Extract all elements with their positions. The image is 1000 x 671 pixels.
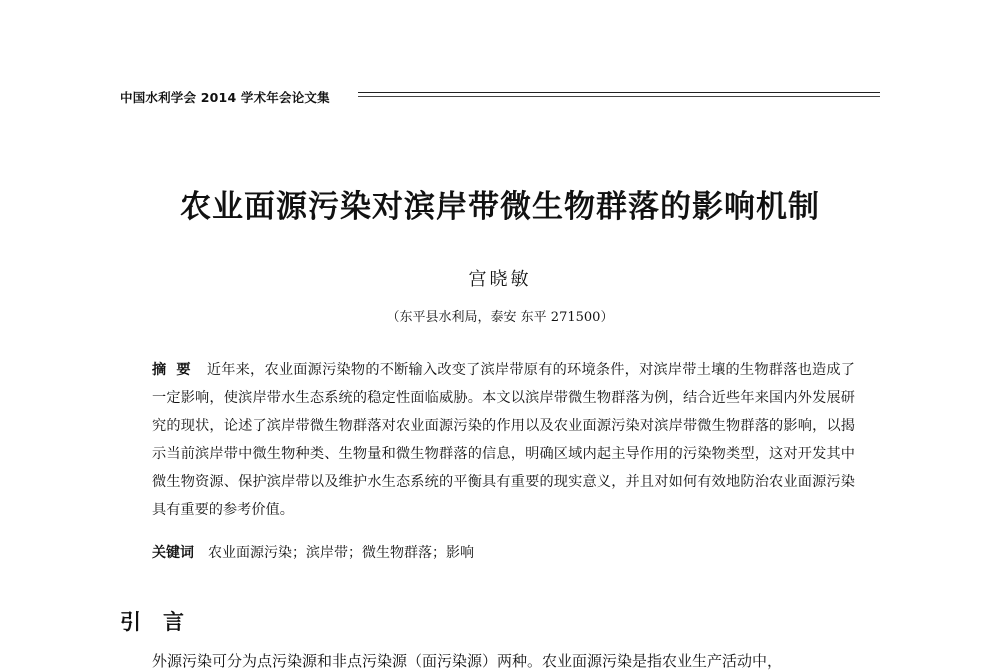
keywords-label: 关键词: [152, 545, 194, 561]
paper-title: 农业面源污染对滨岸带微生物群落的影响机制: [180, 189, 820, 225]
author-name: 宫晓敏: [468, 269, 532, 290]
journal-header-text: 中国水利学会 2014 学术年会论文集: [120, 90, 330, 105]
header-rule: [358, 92, 880, 93]
abstract: [152, 356, 855, 524]
running-header: [120, 88, 880, 108]
keywords: [152, 542, 855, 562]
section-heading: 引言: [120, 610, 206, 634]
body-text: 外源污染可分为点污染源和非点污染源（面污染源）两种。农业面源污染是指农业生产活动中，: [152, 652, 783, 670]
abstract-text: 近年来，农业面源污染物的不断输入改变了滨岸带原有的环境条件，对滨岸带土壤的生物群落也造成了一定影响，使滨岸带水生态系统的稳定性面临威胁。本文以滨岸带微生物群落为例，结合近些年来国内外发展研究的现状，论述了滨岸带微生物群落对农业面源污染的作用以及农业面源污染对滨岸带微生物群落的影响，以揭示当前滨岸带中微生物种类、生物量和微生物群落的信息，明确区域内起主导作用的污染物类型，这对开发其中微生物资源、保护滨岸带以及维护水生态系统的平衡具有重要的现实意义，并且对如何有效地防治农业面源污染具有重要的参考价值。: [152, 362, 855, 518]
header-rule-thin: [358, 96, 880, 97]
author-affiliation: （东平县水利局，泰安 东平 271500）: [386, 310, 614, 325]
abstract-label: 摘要: [152, 362, 201, 378]
keywords-text: 农业面源污染；滨岸带；微生物群落；影响: [208, 545, 474, 561]
